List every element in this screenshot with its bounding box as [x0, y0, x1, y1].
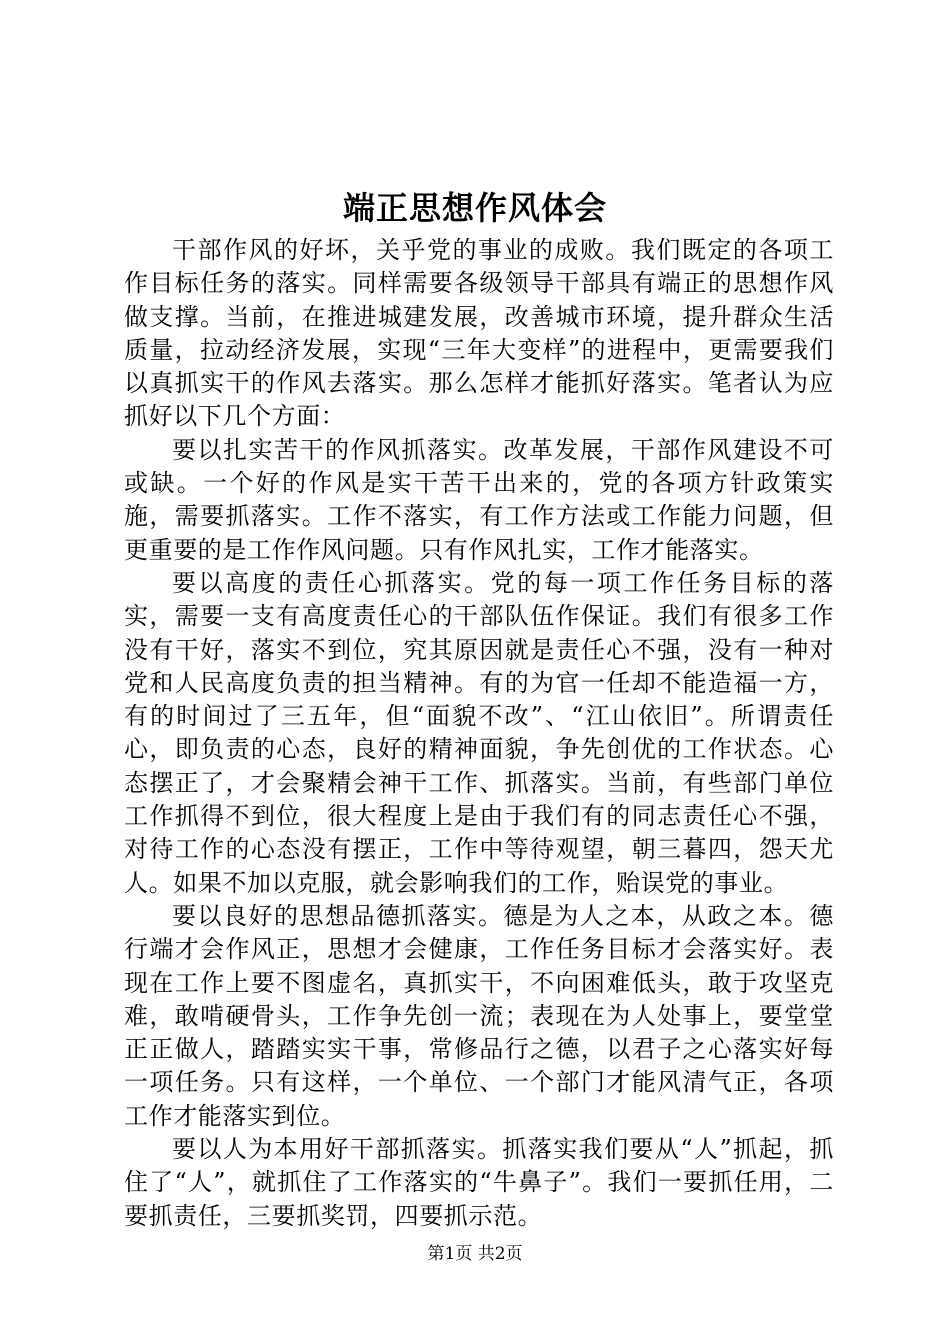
paragraph: 要以扎实苦干的作风抓落实。改革发展，干部作风建设不可或缺。一个好的作风是实干苦干出来的，党的各项方针政策实施，需要抓落实。工作不落实，有工作方法或工作能力问题，但更重要的是工作作风问题。只有作风扎实，工作才能落实。: [124, 435, 834, 564]
document-title: 端正思想作风体会: [342, 189, 607, 227]
paragraph: 干部作风的好坏，关乎党的事业的成败。我们既定的各项工作目标任务的落实。同样需要各级领导干部具有端正的思想作风做支撑。当前，在推进城建发展，改善城市环境，提升群众生活质量，拉动经济发展，实现“三年大变样”的进程中，更需要我们以真抓实干的作风去落实。那么怎样才能抓好落实。笔者认为应抓好以下几个方面：: [124, 236, 834, 431]
paragraph: 要以高度的责任心抓落实。党的每一项工作任务目标的落实，需要一支有高度责任心的干部队伍作保证。我们有很多工作没有干好，落实不到位，究其原因就是责任心不强，没有一种对党和人民高度负责的担当精神。有的为官一任却不能造福一方，有的时间过了三五年，但“面貌不改”、“江山依旧”。所谓责任心，即负责的心态，良好的精神面貌，争先创优的工作状态。心态摆正了，才会聚精会神干工作、抓落实。当前，有些部门单位工作抓得不到位，很大程度上是由于我们有的同志责任心不强，对待工作的心态没有摆正，工作中等待观望，朝三暮四，怨天尤人。如果不加以克服，就会影响我们的工作，贻误党的事业。: [124, 568, 834, 897]
paragraph: 要以良好的思想品德抓落实。德是为人之本，从政之本。德行端才会作风正，思想才会健康，工作任务目标才会落实好。表现在工作上要不图虚名，真抓实干，不向困难低头，敢于攻坚克难，敢啃硬骨头，工作争先创一流；表现在为人处事上，要堂堂正正做人，踏踏实实干事，常修品行之德，以君子之心落实好每一项任务。只有这样，一个单位、一个部门才能风清气正，各项工作才能落实到位。: [124, 901, 834, 1130]
document-body: [124, 234, 834, 1233]
paragraph: 要以人为本用好干部抓落实。抓落实我们要从“人”抓起，抓住了“人”，就抓住了工作落实的“牛鼻子”。我们一要抓任用，二要抓责任，三要抓奖罚，四要抓示范。: [124, 1135, 834, 1230]
page-number-footer: 第1页 共2页: [427, 1244, 523, 1264]
